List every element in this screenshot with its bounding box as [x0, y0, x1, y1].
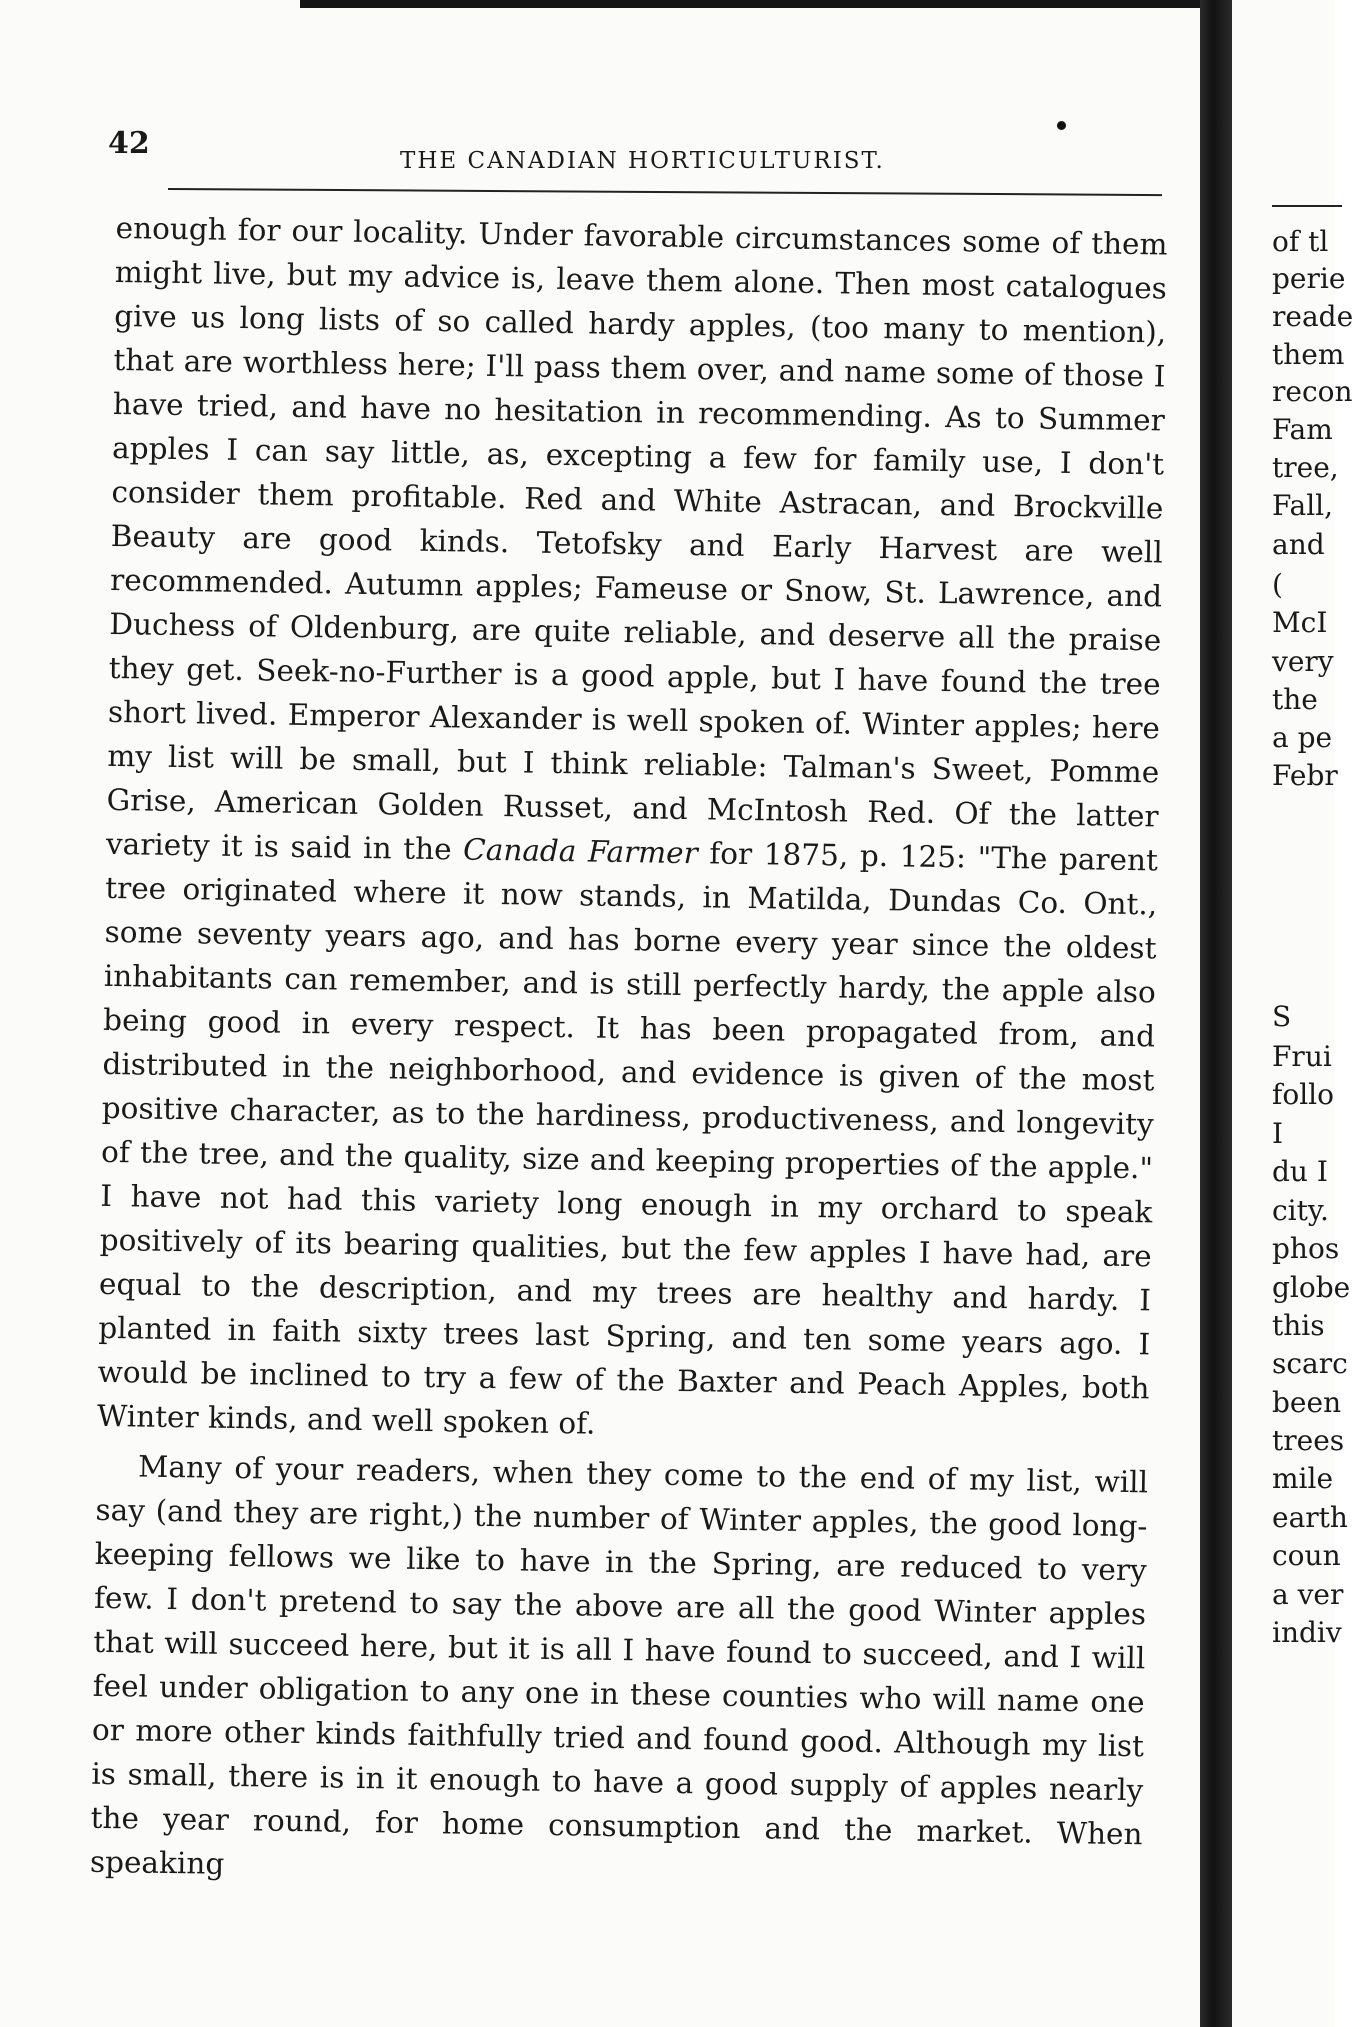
right-page-line: scarc — [1272, 1347, 1348, 1380]
paragraph-1-continued: for 1875, p. 125: "The parent tree originated where it now stands, in Matilda, Dundas Co. Ont., some seventy years ago, and has borne every year since the oldest inhabitants can remember, and is still perfectly hardy, the apple also being good in every respect. It has been propagated from, and distributed in the neighborhood, and evidence is given of the most positive character, as to the hardiness, productiveness, and longevity of the tree, and the quality, size and keeping properties of the apple." I have not had this variety long enough in my orchard to speak positively of its bearing qualities, but the few apples I have had, are equal to the description, and my trees are healthy and hardy. I planted in faith sixty trees last Spring, and ten some years ago. I would be inclined to try a few of the Baxter and Peach Apples, both Winter kinds, and well spoken of. — [96, 836, 1159, 1441]
right-page-line: the — [1272, 683, 1318, 716]
header-rule — [168, 188, 1162, 196]
right-page-line: this — [1272, 1309, 1325, 1342]
book-gutter — [1200, 0, 1232, 2027]
right-page-line: I — [1272, 1117, 1284, 1150]
right-page-line: Fam — [1272, 413, 1333, 446]
right-page-line: du I — [1272, 1155, 1328, 1188]
running-head: THE CANADIAN HORTICULTURIST. — [400, 148, 885, 174]
printed-dot — [1057, 121, 1066, 130]
right-page-line: a ver — [1272, 1578, 1344, 1611]
right-page-line: them — [1272, 338, 1345, 371]
page-number: 42 — [108, 126, 150, 161]
paragraph-1 — [97, 206, 1168, 1454]
right-page-line: Febr — [1272, 759, 1338, 792]
article-body — [90, 206, 1168, 1900]
right-page-rule — [1272, 205, 1342, 207]
italic-citation: Canada Farmer — [462, 832, 699, 871]
right-page-line: mile — [1272, 1462, 1334, 1495]
page-top-edge — [300, 0, 1220, 8]
right-page-line: city. — [1272, 1194, 1329, 1227]
right-page-line: S — [1272, 1000, 1292, 1033]
right-page-line: phos — [1272, 1232, 1340, 1265]
right-page-line: earth — [1272, 1501, 1348, 1534]
right-page-line: been — [1272, 1386, 1342, 1419]
right-page-line: of tl — [1272, 225, 1329, 258]
right-page-line: globe — [1272, 1271, 1351, 1304]
right-page-line: indiv — [1272, 1616, 1342, 1649]
right-page-line: tree, — [1272, 451, 1339, 484]
paragraph-1-text: enough for our locality. Under favorable circumstances some of them might live, but my advice is, leave them alone. Then most catalogues give us long lists of so called hardy apples, (too many to mention), that are worthless here; I'll pass them over, and name some of those I have tried, and have no hesitation in recommending. As to Summer apples I can say little, as, excepting a few for family use, I don't consider them profitable. Red and White Astracan, and Brockville Beauty are good kinds. Tetofsky and Early Harvest are well recommended. Autumn apples; Fameuse or Snow, St. Lawrence, and Duchess of Oldenburg, are quite reliable, and deserve all the praise they get. Seek-no-Further is a good apple, but I have found the tree short lived. Emperor Alexander is well spoken of. Winter apples; here my list will be small, but I think reliable: Talman's Sweet, Pomme Grise, American Golden Russet, and McIntosh Red. Of the latter variety it is said in the — [105, 210, 1168, 867]
right-page-line: recon — [1272, 375, 1353, 408]
right-page-fragment — [1232, 0, 1353, 2027]
right-page-line: ( — [1272, 568, 1283, 601]
right-page-line: a pe — [1272, 721, 1333, 754]
right-page-line: McI — [1272, 606, 1328, 639]
right-page-line: Fall, — [1272, 489, 1334, 522]
right-page-line: follo — [1272, 1078, 1334, 1111]
paragraph-2: Many of your readers, when they come to the end of my list, will say (and they are right,) the number of Winter apples, the good long-keeping fellows we like to have in the Spring, are reduced to very few. I don't pretend to say the above are all the good Winter apples that will succeed here, but it is all I have found to succeed, and I will feel under obligation to any one in these counties who will name one or more other kinds faithfully tried and found good. Although my list is small, there is in it enough to have a good supply of apples nearly the year round, for home consumption and the market. When speaking — [89, 1449, 1149, 1881]
right-page-line: reade — [1272, 300, 1353, 333]
right-page-line: Frui — [1272, 1040, 1332, 1073]
right-page-line: trees — [1272, 1424, 1345, 1457]
right-page-line: perie — [1272, 262, 1346, 295]
right-page-line: coun — [1272, 1539, 1341, 1572]
right-page-line: and — [1272, 528, 1325, 561]
right-page-line: very — [1272, 645, 1334, 678]
